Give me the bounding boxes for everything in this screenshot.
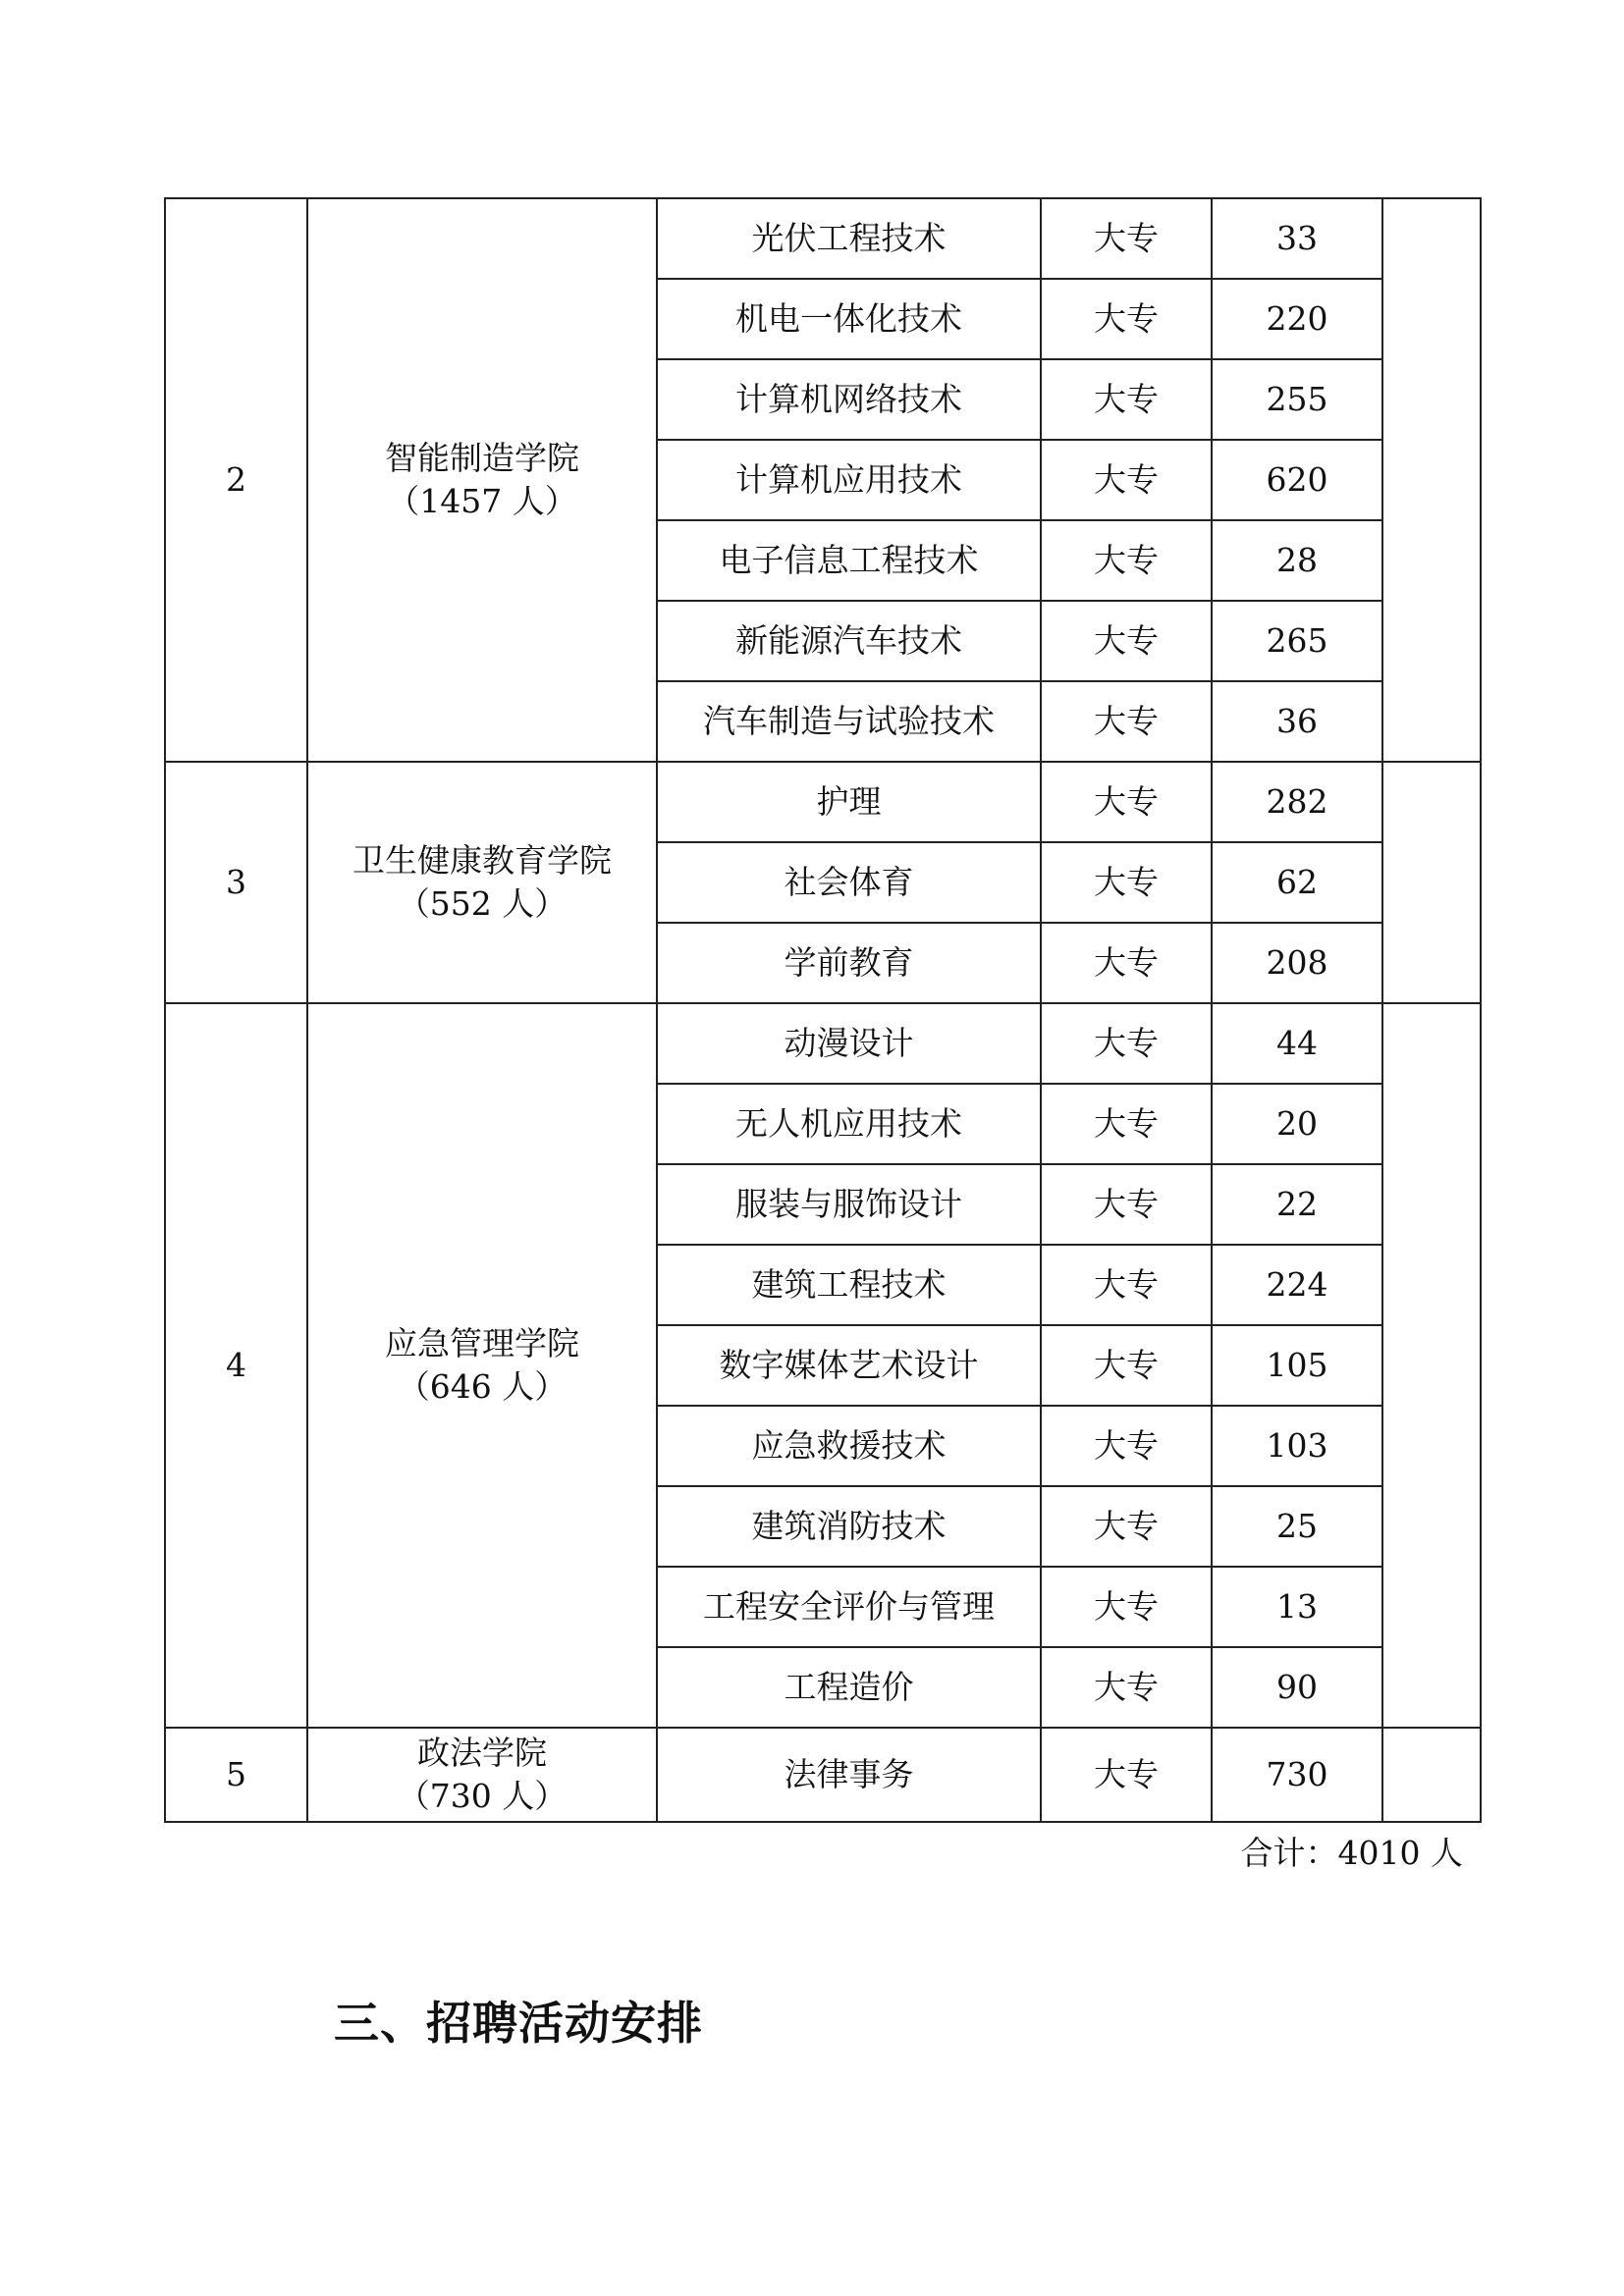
level-cell: 大专: [1041, 1647, 1212, 1728]
table-row: [165, 198, 1481, 279]
major-cell: 建筑工程技术: [657, 1245, 1041, 1325]
group-number-cell: 5: [165, 1728, 307, 1822]
level-cell: 大专: [1041, 762, 1212, 842]
college-cell: [307, 1728, 657, 1822]
count-cell: 25: [1212, 1486, 1382, 1567]
major-cell: 学前教育: [657, 923, 1041, 1003]
count-cell: 224: [1212, 1245, 1382, 1325]
table-row: [165, 1728, 1481, 1822]
table-row: [165, 1003, 1481, 1084]
count-cell: 208: [1212, 923, 1382, 1003]
college-count: （552 人）: [397, 884, 568, 923]
major-cell: 社会体育: [657, 842, 1041, 923]
level-cell: 大专: [1041, 1003, 1212, 1084]
note-cell: [1382, 198, 1481, 762]
count-cell: 282: [1212, 762, 1382, 842]
major-cell: 数字媒体艺术设计: [657, 1325, 1041, 1406]
college-name: 智能制造学院: [385, 439, 579, 477]
major-cell: 光伏工程技术: [657, 198, 1041, 279]
group-number-cell: 3: [165, 762, 307, 1003]
major-cell: 法律事务: [657, 1728, 1041, 1822]
section-heading: 三、招聘活动安排: [334, 1997, 703, 2050]
level-cell: 大专: [1041, 1567, 1212, 1647]
total-count: 合计：4010 人: [1240, 1834, 1463, 1872]
count-cell: 36: [1212, 681, 1382, 762]
major-cell: 无人机应用技术: [657, 1084, 1041, 1164]
count-cell: 220: [1212, 279, 1382, 359]
note-cell: [1382, 1728, 1481, 1822]
count-cell: 105: [1212, 1325, 1382, 1406]
group-number-cell: 2: [165, 198, 307, 762]
count-cell: 28: [1212, 520, 1382, 601]
majors-table-body: [165, 198, 1481, 1822]
major-cell: 汽车制造与试验技术: [657, 681, 1041, 762]
count-cell: 255: [1212, 359, 1382, 440]
level-cell: 大专: [1041, 198, 1212, 279]
count-cell: 62: [1212, 842, 1382, 923]
count-cell: 90: [1212, 1647, 1382, 1728]
college-cell: [307, 762, 657, 1003]
count-cell: 44: [1212, 1003, 1382, 1084]
major-cell: 计算机应用技术: [657, 440, 1041, 520]
major-cell: 应急救援技术: [657, 1406, 1041, 1486]
major-cell: 工程造价: [657, 1647, 1041, 1728]
count-cell: 103: [1212, 1406, 1382, 1486]
note-cell: [1382, 1003, 1481, 1728]
college-name: 政法学院: [417, 1734, 547, 1772]
major-cell: 电子信息工程技术: [657, 520, 1041, 601]
level-cell: 大专: [1041, 1164, 1212, 1245]
major-cell: 新能源汽车技术: [657, 601, 1041, 681]
major-cell: 工程安全评价与管理: [657, 1567, 1041, 1647]
level-cell: 大专: [1041, 1245, 1212, 1325]
level-cell: 大专: [1041, 842, 1212, 923]
level-cell: 大专: [1041, 1486, 1212, 1567]
count-cell: 265: [1212, 601, 1382, 681]
level-cell: 大专: [1041, 1406, 1212, 1486]
count-cell: 13: [1212, 1567, 1382, 1647]
majors-table: [164, 197, 1482, 1823]
college-name: 应急管理学院: [385, 1324, 579, 1362]
college-count: （730 人）: [397, 1777, 568, 1815]
count-cell: 33: [1212, 198, 1382, 279]
count-cell: 620: [1212, 440, 1382, 520]
college-cell: [307, 1003, 657, 1728]
major-cell: 机电一体化技术: [657, 279, 1041, 359]
count-cell: 20: [1212, 1084, 1382, 1164]
table-row: [165, 762, 1481, 842]
college-cell: [307, 198, 657, 762]
college-count: （1457 人）: [387, 482, 577, 520]
major-cell: 服装与服饰设计: [657, 1164, 1041, 1245]
major-cell: 动漫设计: [657, 1003, 1041, 1084]
note-cell: [1382, 762, 1481, 1003]
level-cell: 大专: [1041, 601, 1212, 681]
level-cell: 大专: [1041, 1728, 1212, 1822]
major-cell: 护理: [657, 762, 1041, 842]
level-cell: 大专: [1041, 520, 1212, 601]
level-cell: 大专: [1041, 681, 1212, 762]
college-name: 卫生健康教育学院: [352, 841, 612, 880]
level-cell: 大专: [1041, 923, 1212, 1003]
group-number-cell: 4: [165, 1003, 307, 1728]
level-cell: 大专: [1041, 440, 1212, 520]
major-cell: 建筑消防技术: [657, 1486, 1041, 1567]
level-cell: 大专: [1041, 359, 1212, 440]
college-count: （646 人）: [397, 1367, 568, 1406]
level-cell: 大专: [1041, 1084, 1212, 1164]
major-cell: 计算机网络技术: [657, 359, 1041, 440]
level-cell: 大专: [1041, 1325, 1212, 1406]
count-cell: 730: [1212, 1728, 1382, 1822]
level-cell: 大专: [1041, 279, 1212, 359]
count-cell: 22: [1212, 1164, 1382, 1245]
